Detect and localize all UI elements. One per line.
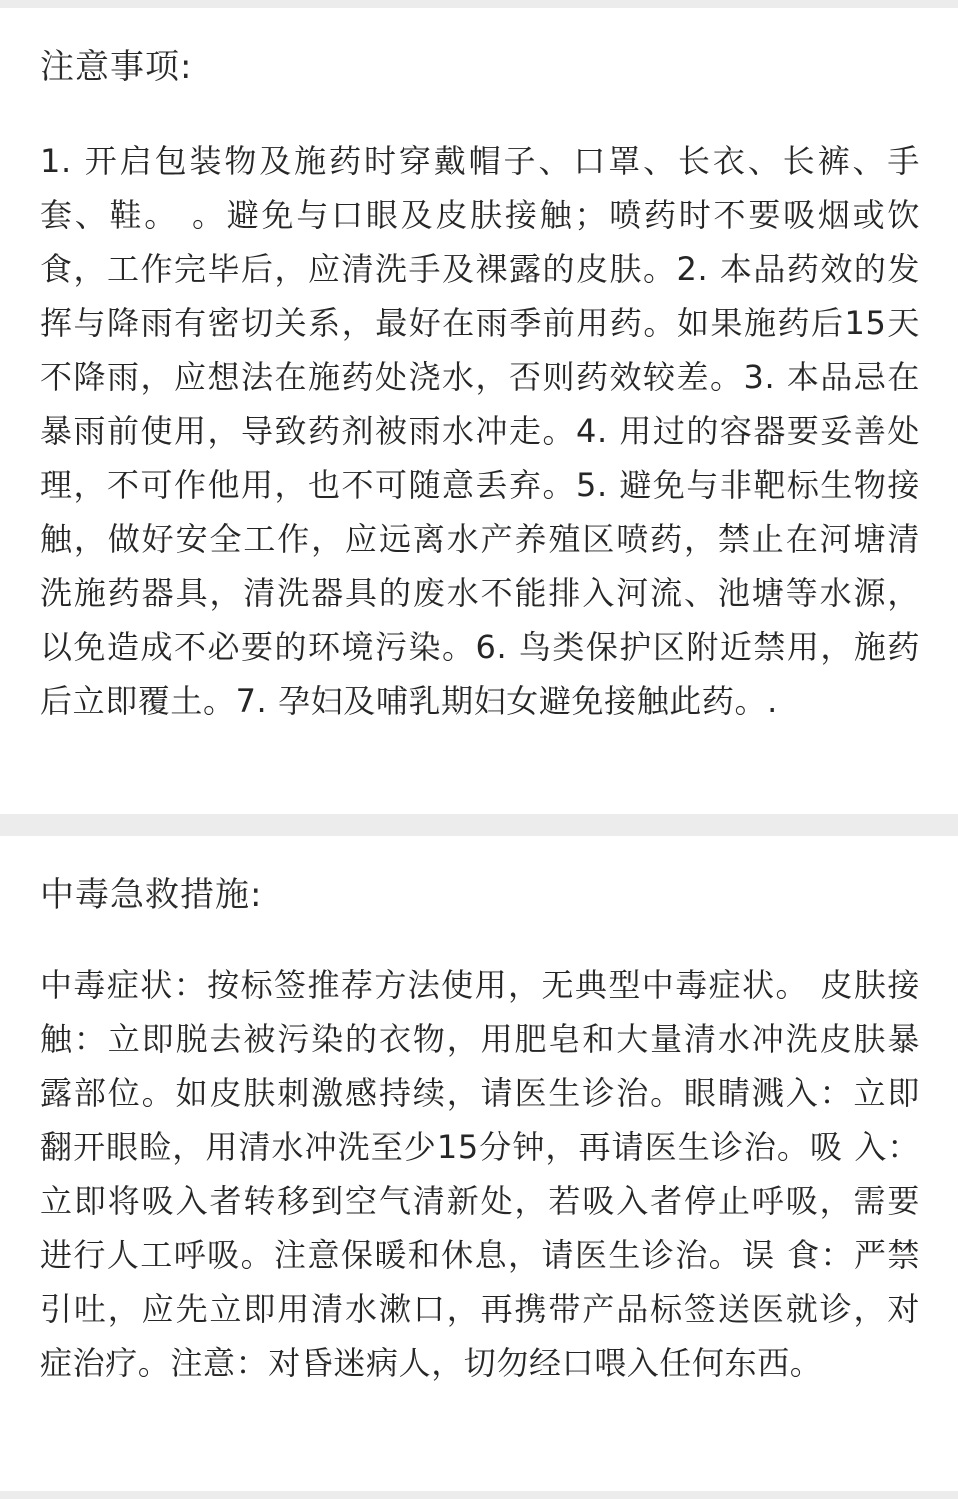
precautions-text: 1. 开启包装物及施药时穿戴帽子、口罩、长衣、长裤、手套、鞋。 。避免与口眼及皮肤接触；喷药时不要吸烟或饮食，工作完毕后，应清洗手及裸露的皮肤。2. 本品药效的发挥与降雨有密切关系，最好在雨季前用药。如果施药后15天不降雨，应想法在施药处浇水，否则药效较差。3. 本品忌在暴雨前使用，导致药剂被雨水冲走。4. 用过的容器要妥善处理，不可作他用，也不可随意丢弃。5. 避免与非靶标生物接触，做好安全工作，应远离水产养殖区喷药，禁止在河塘清洗施药器具，清洗器具的废水不能排入河流、池塘等水源，以免造成不必要的环境污染。6. 鸟类保护区附近禁用，施药后立即覆土。7. 孕妇及哺乳期妇女避免接触此药。. <box>40 142 920 720</box>
first-aid-title: 中毒急救措施: <box>40 875 263 915</box>
precautions-section <box>0 8 958 814</box>
first-aid-text: 中毒症状：按标签推荐方法使用，无典型中毒症状。 皮肤接触：立即脱去被污染的衣物，用肥皂和大量清水冲洗皮肤暴露部位。如皮肤刺激感持续，请医生诊治。眼睛溅入：立即翻开眼睑，用清水冲洗至少15分钟，再请医生诊治。吸 入：立即将吸入者转移到空气清新处，若吸入者停止呼吸，需要进行人工呼吸。注意保暖和休息，请医生诊治。误 食：严禁引吐，应先立即用清水漱口，再携带产品标签送医就诊，对症治疗。注意：对昏迷病人，切勿经口喂入任何东西。 <box>40 966 920 1382</box>
first-aid-section <box>0 836 958 1491</box>
precautions-title: 注意事项: <box>40 47 193 87</box>
